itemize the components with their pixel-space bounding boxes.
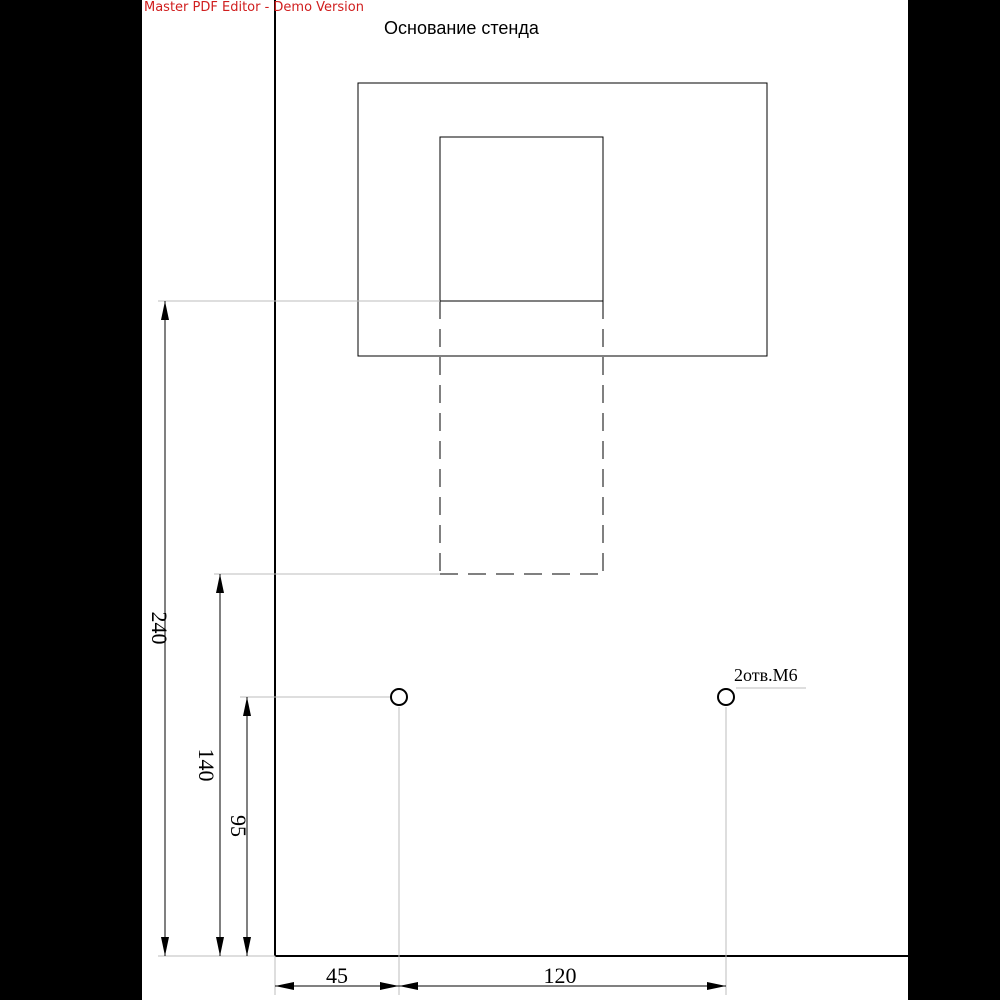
dimension-label-120: 120 xyxy=(543,963,577,988)
mounting-hole-right xyxy=(718,689,734,705)
outer-plate xyxy=(358,83,767,356)
arrowhead xyxy=(243,937,251,956)
inner-opening xyxy=(440,137,603,301)
arrowhead xyxy=(399,982,418,990)
dimension-label-140: 140 xyxy=(194,748,219,782)
arrowhead xyxy=(216,937,224,956)
arrowhead xyxy=(161,937,169,956)
mounting-hole-left xyxy=(391,689,407,705)
arrowhead xyxy=(243,697,251,716)
demo-watermark: Master PDF Editor - Demo Version xyxy=(144,0,364,15)
drawing-title: Основание стенда xyxy=(384,18,539,38)
arrowhead xyxy=(275,982,294,990)
arrowhead xyxy=(707,982,726,990)
dimension-label-95: 95 xyxy=(226,815,251,837)
hole-callout: 2отв.М6 xyxy=(734,665,798,685)
arrowhead xyxy=(216,574,224,593)
arrowhead xyxy=(161,301,169,320)
arrowhead xyxy=(380,982,399,990)
dimension-label-240: 240 xyxy=(147,611,172,645)
dimension-label-45: 45 xyxy=(326,963,348,988)
